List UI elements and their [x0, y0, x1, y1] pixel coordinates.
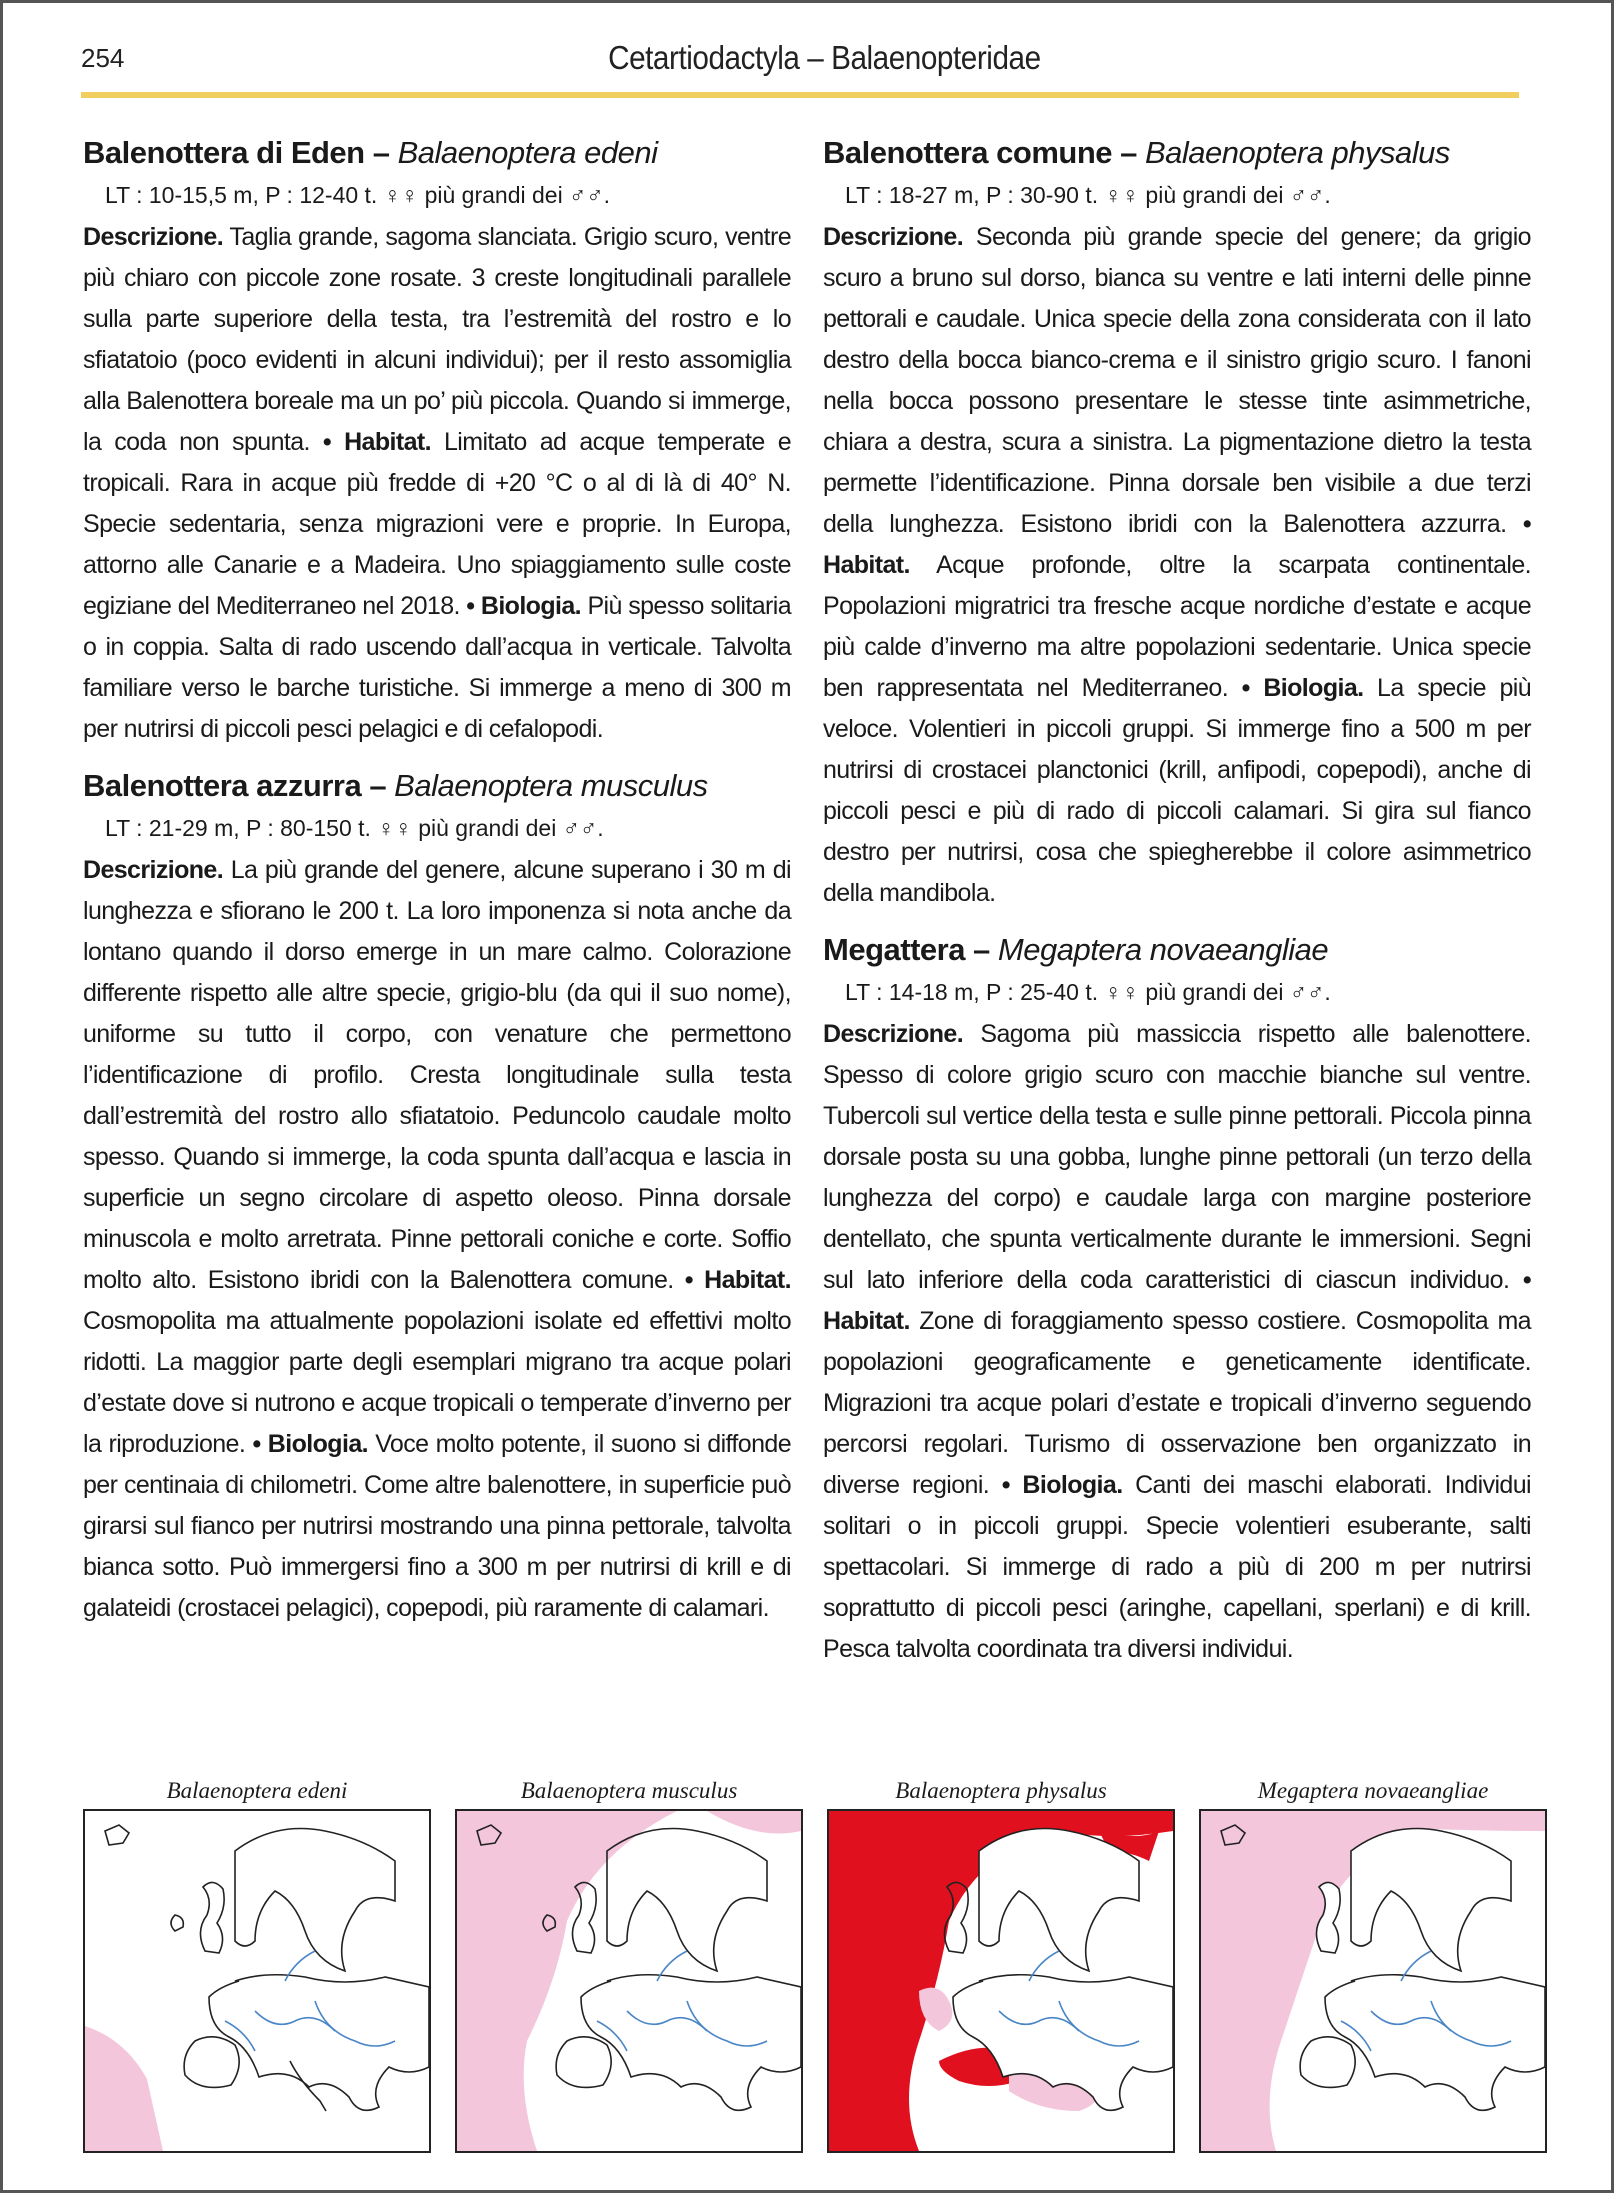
biology-text: Più spesso solitaria o in coppia. Salta di rado uscendo dall’acqua in verticale. Talvolta familiare verso le barche turistiche. Si immerge a meno di 300 m per nutrirsi di piccoli pesci pelagici e di cefalopodi. [83, 592, 792, 743]
entry-title [823, 928, 1531, 972]
common-name: Balenottera comune – [823, 135, 1145, 170]
habitat-label: • Habitat. [322, 428, 431, 456]
range-map-image [1201, 1811, 1545, 2151]
habitat-text: Acque profonde, oltre la scarpata continentale. Popolazioni migratrici tra fresche acque nordiche d’estate e acque più calde d’inverno ma altre popolazioni sedentarie. Unica specie ben rappresentata nel Mediterraneo. [823, 551, 1531, 702]
size-info: LT : 18-27 m, P : 30-90 t. ♀♀ più grandi dei ♂♂. [845, 182, 1331, 208]
map-caption: Balaenoptera physalus [895, 1778, 1107, 1803]
left-column [83, 131, 791, 1643]
habitat-label: • Habitat. [823, 510, 1531, 579]
size-info: LT : 14-18 m, P : 25-40 t. ♀♀ più grandi dei ♂♂. [845, 979, 1331, 1005]
size-info: LT : 21-29 m, P : 80-150 t. ♀♀ più grandi dei ♂♂. [105, 815, 604, 841]
description-text: Sagoma più massiccia rispetto alle balenottere. Spesso di colore grigio scuro con macchie bianche sul ventre. Tubercoli sul vertice della testa e sulle pinne pettorali. Piccola pinna dorsale posta su una gobba, lunghe pinne pettorali (un terzo della lunghezza del corpo) e caudale larga con margine posteriore dentellato, che spunta verticalmente durante le immersioni. Segni sul lato inferiore della coda caratteristici di ciascun individuo. [823, 1020, 1531, 1294]
common-name: Megattera – [823, 932, 998, 967]
entry-title [83, 764, 791, 808]
entry-text [823, 1014, 1531, 1670]
biology-text: Voce molto potente, il suono si diffonde per centinaia di chilometri. Come altre balenottere, in superficie può girarsi sul fianco per nutrirsi mostrando una pinna pettorale, talvolta bianca sotto. Può immergersi fino a 300 m per nutrirsi di krill e di galateidi (crostacei pelagici), copepodi, più raramente di calamari. [83, 1430, 791, 1622]
entry-text [823, 217, 1531, 914]
size-info: LT : 10-15,5 m, P : 12-40 t. ♀♀ più grandi dei ♂♂. [105, 182, 610, 208]
range-map-image [829, 1811, 1173, 2151]
entry-title [83, 131, 791, 175]
right-column [823, 131, 1531, 1684]
map-balaenoptera-physalus [827, 1773, 1175, 2153]
range-map-image [457, 1811, 801, 2151]
biology-label: • Biologia. [466, 592, 582, 620]
description-text: La più grande del genere, alcune superano i 30 m di lunghezza e sfiorano le 200 t. La loro imponenza si nota anche da lontano quando il dorso emerge in un mare calmo. Colorazione differente rispetto alle altre specie, grigio-blu (da qui il suo nome), uniforme su tutto il corpo, con venature che permettono l’identificazione di profilo. Cresta longitudinale sulla testa dall’estremità del rostro allo sfiatatoio. Peduncolo caudale molto spesso. Quando si immerge, la coda spunta dall’acqua e lascia in superficie un segno circolare di aspetto oleoso. Pinna dorsale minuscola e molto arretrata. Pinne pettorali coniche e corte. Soffio molto alto. Esistono ibridi con la Balenottera comune. [83, 856, 791, 1294]
description-label: Descrizione. [83, 223, 224, 251]
entry-title [823, 131, 1531, 175]
page-number: 254 [81, 43, 125, 73]
habitat-text: Limitato ad acque temperate e tropicali. Rara in acque più fredde di +20 °C o al di là di 40° N. Specie sedentaria, senza migrazioni vere e proprie. In Europa, attorno alle Canarie e a Madeira. Uno spiaggiamento sulle coste egiziane del Mediterraneo nel 2018. [83, 428, 792, 620]
map-frame [455, 1809, 803, 2153]
common-name: Balenottera di Eden – [83, 135, 398, 170]
habitat-text: Cosmopolita ma attualmente popolazioni isolate ed effettivi molto ridotti. La maggior parte degli esemplari migrano tra acque polari d’estate dove si nutrono e acque tropicali o temperate d’inverno per la riproduzione. [83, 1307, 791, 1458]
header-rule [81, 92, 1519, 98]
map-frame [1199, 1809, 1547, 2153]
description-label: Descrizione. [823, 223, 964, 251]
scientific-name: Balaenoptera edeni [397, 135, 658, 170]
description-label: Descrizione. [83, 856, 224, 884]
scientific-name: Megaptera novaeangliae [997, 932, 1329, 967]
map-frame [827, 1809, 1175, 2153]
distribution-maps [83, 1773, 1533, 2153]
entry-megaptera-novaeangliae [823, 928, 1531, 1670]
map-balaenoptera-musculus [455, 1773, 803, 2153]
entry-text [83, 217, 791, 750]
map-caption: Balaenoptera edeni [166, 1778, 348, 1803]
description-text: Taglia grande, sagoma slanciata. Grigio scuro, ventre più chiaro con piccole zone rosate. 3 creste longitudinali parallele sulla parte superiore della testa, tra l’estremità del rostro e lo sfiatatoio (poco evidenti in alcuni individui); per il resto assomiglia alla Balenottera boreale ma un po’ più piccola. Quando si immerge, la coda non spunta. [83, 223, 791, 456]
entry-balaenoptera-edeni [83, 131, 791, 750]
map-megaptera-novaeangliae [1199, 1773, 1547, 2153]
scientific-name: Balaenoptera physalus [1144, 135, 1450, 170]
description-text: Seconda più grande specie del genere; da grigio scuro a bruno sul dorso, bianca su ventre e lati interni delle pinne pettorali e caudale. Unica specie della zona considerata con il lato destro della bocca bianco-crema e il sinistro grigio scuro. I fanoni nella bocca possono presentare le stesse tinte asimmetriche, chiara a destra, scura a sinistra. La pigmentazione dietro la testa permette l’identificazione. Pinna dorsale ben visibile a due terzi della lunghezza. Esistono ibridi con la Balenottera azzurra. [823, 223, 1531, 538]
description-label: Descrizione. [823, 1020, 964, 1048]
common-name: Balenottera azzurra – [83, 768, 395, 803]
entry-balaenoptera-physalus [823, 131, 1531, 914]
entry-text [83, 850, 791, 1629]
running-head: Cetartiodactyla – Balaenopteridae [608, 39, 1041, 76]
map-frame [83, 1809, 431, 2153]
biology-label: • Biologia. [1241, 674, 1364, 702]
biology-label: • Biologia. [252, 1430, 368, 1458]
habitat-label: • Habitat. [684, 1266, 791, 1294]
habitat-text: Zone di foraggiamento spesso costiere. Cosmopolita ma popolazioni geograficamente e geneticamente identificate. Migrazioni tra acque polari d’estate e tropicali d’inverno seguendo percorsi regolari. Turismo di osservazione ben organizzato in diverse regioni. [823, 1307, 1531, 1499]
habitat-label: • Habitat. [823, 1266, 1531, 1335]
scientific-name: Balaenoptera musculus [394, 768, 708, 803]
biology-text: Canti dei maschi elaborati. Individui solitari o in piccoli gruppi. Specie volentieri esuberante, salti spettacolari. Si immerge di rado a più di 200 m per nutrirsi soprattutto di piccoli pesci (aringhe, capellani, sperlani) e di krill. Pesca talvolta coordinata tra diversi individui. [823, 1471, 1531, 1663]
range-map-image [85, 1811, 429, 2151]
biology-text: La specie più veloce. Volentieri in piccoli gruppi. Si immerge fino a 500 m per nutrirsi di crostacei planctonici (krill, anfipodi, copepodi), anche di piccoli pesci e più di rado di piccoli calamari. Si gira sul fianco destro per nutrirsi, cosa che spiegherebbe il colore asimmetrico della mandibola. [823, 674, 1532, 907]
entry-balaenoptera-musculus [83, 764, 791, 1629]
map-caption: Megaptera novaeangliae [1257, 1778, 1489, 1803]
map-balaenoptera-edeni [83, 1773, 431, 2153]
map-caption: Balaenoptera musculus [520, 1778, 738, 1803]
biology-label: • Biologia. [1001, 1471, 1123, 1499]
